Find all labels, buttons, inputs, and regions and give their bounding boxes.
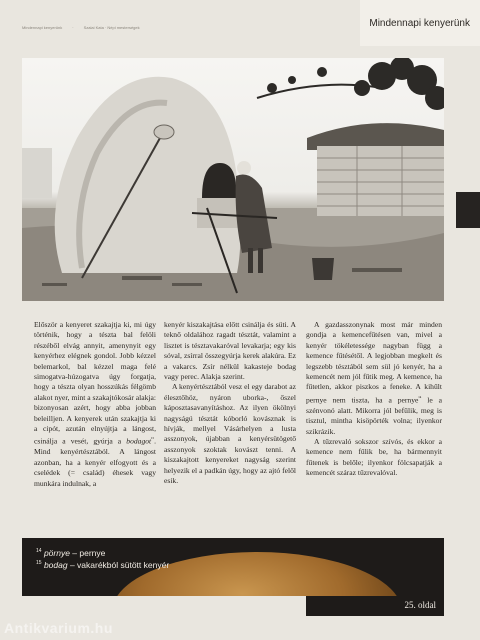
section-title: Mindennapi kenyerünk bbox=[369, 18, 470, 29]
text-column-1: Először a kenyeret szakajtja ki, mi úgy történik, hogy a tészta bal felöli részéből elvág annyit, amenynyit egy kenyérhez elégnek gondol. Jobb kézzel belemarkol, bal kézzel maga felé simogatva-húzogatva úgy forgatja, hogy a tészta olyan hosszúkás félgömb alakot nyer, mint a szakajtókosár alakja: bizonyosan azért, hogy abba jobban beleilljen. A kenyerek után szakajtja ki a cipót, azután elnyújtja a lángost, csináljа a vesét, gyúrja a bodagot$^{^{15}}$. Mind kenyértésztából. A lángost azonban, ha a kenyér elfogyott és a cselédek (= család) éhesek vagy munkára indulnak, a bbox=[34, 320, 156, 488]
text-column-2: kenyér kiszakajtása előtt csinálja és süti. A teknő oldalához ragadt tésztát, valamint a lisztet is tésztavakaróval levakarja; egy kis sóval, zsírral összegyúrja kerek alakúra. Ez a vakarcs. Zsír nélkül kakasteje bodag vagy perec. Alakja szerint. A kenyértésztából vesz el egy darabot az élesztőhöz, nyáron uborka-, őszel káposztasavanyításhoz. Az ilyen ökölnyi nagyságú tésztát kóborló kovásznak is hívják, mellyel Vásárhelyen a lusta asszonyok, újabban a kenyérsütögető asszonyok szoktak kovászt tenni. A kiszakajtott kenyereket nagyság szerint helyezik el a padkán úgy, hogy az ajtó felől esik. bbox=[164, 320, 296, 486]
bread-loaf-image bbox=[112, 552, 402, 596]
page-number: 25. oldal bbox=[404, 600, 436, 610]
photo-bread-oven-icon bbox=[22, 58, 444, 301]
running-header-author: Szalai Kata · Népi mesterségek bbox=[83, 25, 140, 30]
running-header: Mindennapi kenyerünk · Szalai Kata · Népi mesterségek bbox=[22, 25, 140, 30]
watermark: Antikvarium.hu bbox=[4, 620, 113, 636]
bread-oven-photo bbox=[22, 58, 444, 301]
running-header-left: Mindennapi kenyerünk bbox=[22, 25, 63, 30]
text-column-3: A gazdasszonynak most már minden gondja a kemencefűtésen van, mivel a kenyér tökéletessége nagyban függ a kemence fűtésétől. A legjobban megkelt és legszebb tésztából sem sül jó kenyér, ha a kemencét nem jól fűtik meg. A kemence, ha fűtetlen, akkor piszkos a feneke. A kihűlt pernye nem tiszta, ha a pernye$^{^{14}}$ le a szénvonó alatt. Mikorra jól befűlik, meg is tisztul, mintha kisöpörték volna; ilyenkor szikrázik. A tűzrevaló sokszor szívós, és ekkor a kemence nem fűlik be, ha bármennyit fűtenek is belőle; ilyenkor fölcsapatják a kemencét száraz tűzrevalóval. bbox=[306, 320, 442, 478]
footnote-14: $^{14}$ pörnye – pernye bbox=[36, 548, 106, 558]
side-tab bbox=[456, 192, 480, 228]
footnote-15: $^{15}$ bodag – vakarékból sütött kenyér bbox=[36, 560, 170, 570]
